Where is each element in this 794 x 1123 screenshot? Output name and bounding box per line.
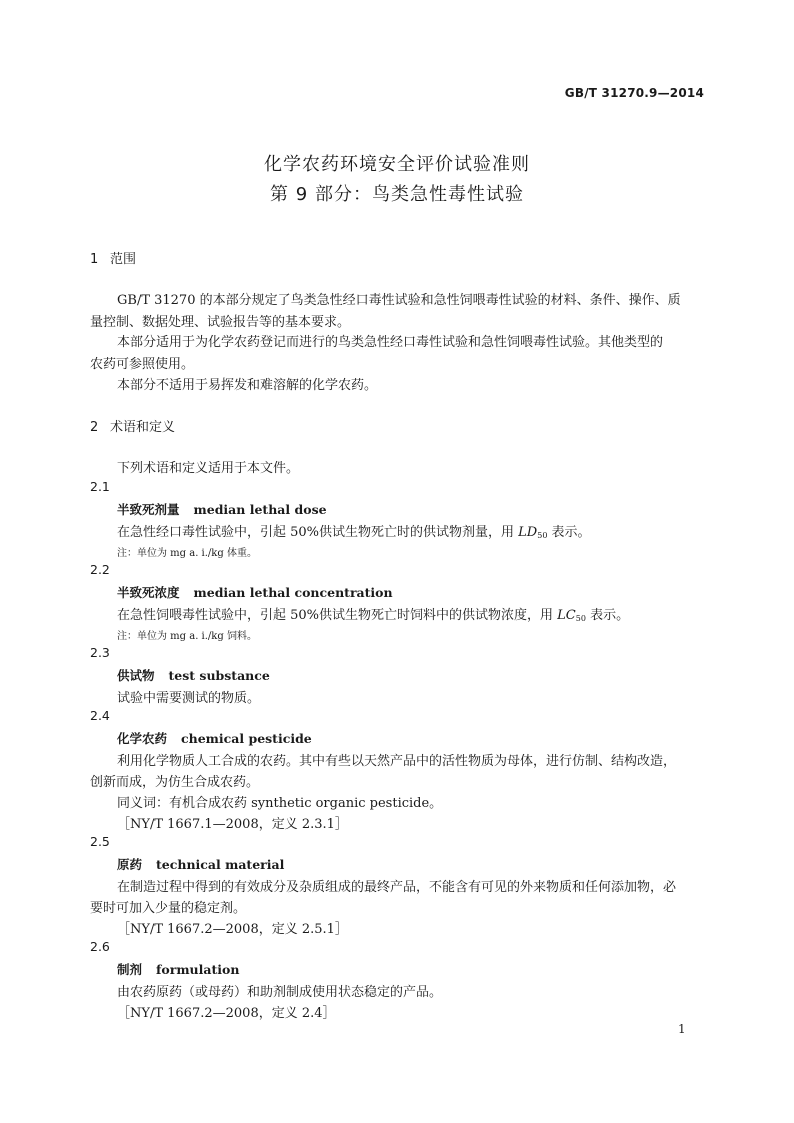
section-1-paragraph-1-line-1: GB/T 31270 的本部分规定了鸟类急性经口毒性试验和急性饲喂毒性试验的材料、条件、操作、质 xyxy=(117,293,681,308)
term-definition-line-2: 创新而成，为仿生合成农药。 xyxy=(90,775,260,790)
term-synonym: 同义词：有机合成农药 synthetic organic pesticide。 xyxy=(117,796,443,811)
term-definition: 由农药原药（或母药）和助剂制成使用状态稳定的产品。 xyxy=(117,985,443,1000)
term-definition-line-2: 要时可加入少量的稳定剂。 xyxy=(90,901,247,916)
term-number: 2.1 xyxy=(90,479,110,494)
term-heading: 半致死浓度 median lethal concentration xyxy=(117,585,393,600)
section-1-heading: 1 范围 xyxy=(90,252,137,267)
term-heading: 供试物 test substance xyxy=(117,668,270,683)
term-definition: 在急性经口毒性试验中，引起 50%供试生物死亡时的供试物剂量，用 $LD_{50}$ 表示。 xyxy=(117,525,591,540)
document-subtitle: 第 9 部分：鸟类急性毒性试验 xyxy=(270,184,524,205)
term-note: 注：单位为 mg a. i./kg 体重。 xyxy=(117,548,257,559)
section-1-paragraph-1-line-2: 量控制、数据处理、试验报告等的基本要求。 xyxy=(90,315,351,330)
term-number: 2.6 xyxy=(90,939,110,954)
page-number: 1 xyxy=(678,1022,686,1036)
term-number: 2.4 xyxy=(90,708,110,723)
term-reference: ［NY/T 1667.2—2008，定义 2.4］ xyxy=(117,1006,336,1021)
term-definition: 试验中需要测试的物质。 xyxy=(117,691,261,706)
term-number: 2.2 xyxy=(90,562,110,577)
term-reference: ［NY/T 1667.2—2008，定义 2.5.1］ xyxy=(117,922,348,937)
term-note: 注：单位为 mg a. i./kg 饲料。 xyxy=(117,631,257,642)
section-2-intro: 下列术语和定义适用于本文件。 xyxy=(117,461,300,476)
document-title: 化学农药环境安全评价试验准则 xyxy=(264,154,530,175)
standard-number: GB/T 31270.9—2014 xyxy=(564,86,704,100)
term-definition-line-1: 在制造过程中得到的有效成分及杂质组成的最终产品，不能含有可见的外来物质和任何添加物，必 xyxy=(117,880,677,895)
term-number: 2.3 xyxy=(90,645,110,660)
section-1-paragraph-2-line-1: 本部分适用于为化学农药登记而进行的鸟类急性经口毒性试验和急性饲喂毒性试验。其他类型的 xyxy=(117,335,664,350)
section-2-heading: 2 术语和定义 xyxy=(90,420,176,435)
section-1-paragraph-3: 本部分不适用于易挥发和难溶解的化学农药。 xyxy=(117,378,378,393)
term-heading: 化学农药 chemical pesticide xyxy=(117,731,312,746)
term-reference: ［NY/T 1667.1—2008，定义 2.3.1］ xyxy=(117,817,348,832)
term-definition: 在急性饲喂毒性试验中，引起 50%供试生物死亡时饲料中的供试物浓度，用 $LC_{50}$ 表示。 xyxy=(117,608,630,623)
term-heading: 半致死剂量 median lethal dose xyxy=(117,502,327,517)
term-definition-line-1: 利用化学物质人工合成的农药。其中有些以天然产品中的活性物质为母体，进行仿制、结构改造， xyxy=(117,754,677,769)
term-heading: 原药 technical material xyxy=(117,857,285,872)
term-heading: 制剂 formulation xyxy=(117,962,240,977)
section-1-paragraph-2-line-2: 农药可参照使用。 xyxy=(90,357,195,372)
term-number: 2.5 xyxy=(90,834,110,849)
